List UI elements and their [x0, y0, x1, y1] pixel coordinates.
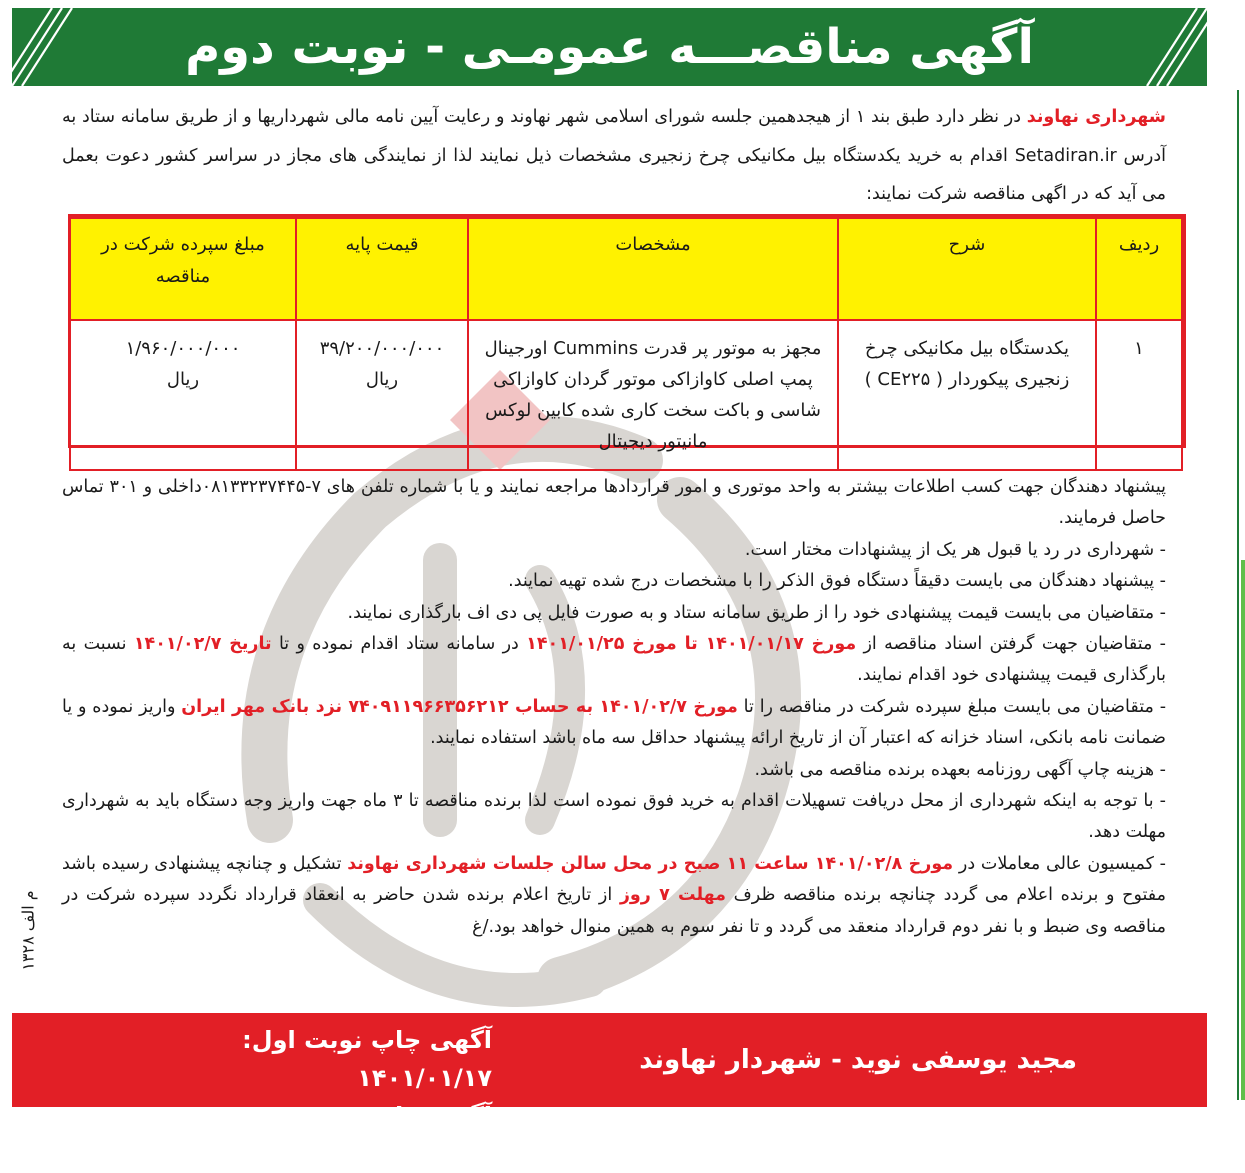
- deposit-value: ۱/۹۶۰/۰۰۰/۰۰۰: [125, 338, 241, 359]
- base-price-unit: ریال: [365, 369, 399, 390]
- condition-item: - با توجه به اینکه شهرداری از محل دریافت تسهیلات اقدام به خرید فوق نموده است لذا برنده مناقصه تا ۳ ماه جهت واریز وجه دستگاه باید به شهرداری مهلت دهد.: [62, 791, 1166, 843]
- base-price-value: ۳۹/۲۰۰/۰۰۰/۰۰۰: [319, 338, 445, 359]
- cell-index: ۱: [1096, 320, 1182, 470]
- col-header-deposit: مبلغ سپرده شرکت در مناقصه: [70, 218, 296, 320]
- condition-item: [62, 629, 1166, 692]
- tender-table: [68, 214, 1186, 452]
- green-edge-accent: [1237, 90, 1245, 1100]
- first-print-date: آگهی چاپ نوبت اول: ۱۴۰۱/۰۱/۱۷: [242, 1026, 492, 1092]
- highlight-commission: مورخ ۱۴۰۱/۰۲/۸ ساعت ۱۱ صبح در محل سالن جلسات شهرداری نهاوند: [347, 853, 954, 874]
- cell-deposit: [70, 320, 296, 470]
- condition-item: - شهرداری در رد یا قبول هر یک از پیشنهادات مختار است.: [744, 539, 1166, 560]
- condition-item: - هزینه چاپ آگهی روزنامه بعهده برنده مناقصه می باشد.: [754, 759, 1166, 780]
- ad-header: [12, 8, 1207, 86]
- cell-base-price: [296, 320, 468, 470]
- highlight-deadline-days: مهلت ۷ روز: [619, 885, 726, 906]
- cell-desc: یکدستگاه بیل مکانیکی چرخ زنجیری پیکوردار ( CE۲۲۵ ): [838, 320, 1096, 470]
- ad-code: [14, 860, 42, 1000]
- text-fragment: نسبت به بارگذاری قیمت پیشنهادی خود اقدام نمایند.: [62, 634, 1166, 686]
- highlight-dates: مورخ ۱۴۰۱/۰۱/۱۷ تا مورخ ۱۴۰۱/۰۱/۲۵: [526, 634, 857, 655]
- condition-item: [62, 849, 1166, 943]
- col-header-index: ردیف: [1096, 218, 1182, 320]
- second-print-date: آگهی چاپ نوبت دوم: ۱۴۰۱/۰۱/۲۵: [241, 1102, 492, 1168]
- ad-title: آگهی مناقصـــه عمومـی - نوبت دوم: [185, 19, 1034, 75]
- condition-item: - متقاضیان می بایست قیمت پیشنهادی خود را از طریق سامانه ستاد و به صورت فایل پی دی اف بارگذاری نمایند.: [347, 602, 1166, 623]
- col-header-desc: شرح: [838, 218, 1096, 320]
- text-fragment: تشکیل و چنانچه پیشنهادی رسیده باشد مفتوح و برنده اعلام می گردد چنانچه برنده مناقصه ظرف: [62, 853, 1166, 906]
- text-fragment: - کمیسیون عالی معاملات در: [953, 853, 1166, 874]
- highlight-deadline: تاریخ ۱۴۰۱/۰۲/۷: [133, 634, 272, 655]
- condition-item: - پیشنهاد دهندگان می بایست دقیقاً دستگاه فوق الذکر را با مشخصات درج شده تهیه نمایند.: [508, 571, 1166, 592]
- text-fragment: واریز نموده و یا ضمانت نامه بانکی، اسناد خزانه که اعتبار آن از تاریخ ارائه پیشنهاد حداقل سه ماه باشد استفاده نمایند.: [62, 696, 1166, 749]
- text-fragment: - متقاضیان می بایست مبلغ سپرده شرکت در مناقصه را تا: [737, 696, 1167, 717]
- text-fragment: از تاریخ اعلام برنده شدن حاضر به انعقاد قرارداد نگردد سپرده شرکت در مناقصه وی ضبط و با نفر دوم قرارداد منعقد می گردد و تا نفر سوم به همین منوال خواهد بود./غ: [62, 885, 1166, 937]
- publication-dates: [132, 1021, 492, 1173]
- condition-item: [62, 692, 1166, 755]
- org-name: شهرداری نهاوند: [1026, 107, 1166, 127]
- conditions-text: [62, 472, 1166, 943]
- ad-footer: [12, 1013, 1207, 1168]
- cell-spec: مجهز به موتور پر قدرت Cummins اورجینال پمپ اصلی کاوازاکی موتور گردان کاوازاکی شاسی و باکت سخت کاری شده کابین لوکس مانیتور دیجیتال: [468, 320, 838, 470]
- table-header-row: [70, 218, 1182, 320]
- col-header-spec: مشخصات: [468, 218, 838, 320]
- intro-body: در نظر دارد طبق بند ۱ از هیجدهمین جلسه شورای اسلامی شهر نهاوند و رعایت آیین نامه مالی شهرداریها و از طریق سامانه ستاد به آدرس Setadiran.ir اقدام به خرید یکدستگاه بیل مکانیکی چرخ زنجیری مشخصات ذیل نمایند لذا از نمایندگی های مجاز در سراسر کشور دعوت بعمل می آید که در اگهی مناقصه شرکت نمایند:: [62, 107, 1166, 204]
- intro-text: [62, 98, 1166, 214]
- ad-code-text: م الف ۱۳۲۸: [18, 889, 38, 971]
- highlight-account: مورخ ۱۴۰۱/۰۲/۷ به حساب ۷۴۰۹۱۱۹۶۶۳۵۶۲۱۲ نزد بانک مهر ایران: [181, 696, 738, 717]
- mayor-signature: مجید یوسفی نوید - شهردار نهاوند: [639, 1045, 1077, 1075]
- text-fragment: در سامانه ستاد اقدام نموده و تا: [271, 634, 527, 655]
- table-row: [70, 320, 1182, 470]
- text-fragment: - متقاضیان جهت گرفتن اسناد مناقصه از: [856, 634, 1166, 655]
- col-header-base-price: قیمت پایه: [296, 218, 468, 320]
- contact-paragraph: پیشنهاد دهندگان جهت کسب اطلاعات بیشتر به واحد موتوری و امور قراردادها مراجعه نمایند و یا با شماره تلفن های ۷-۰۸۱۳۳۲۳۷۴۴۵داخلی و ۳۰۱ تماس حاصل فرمایند.: [62, 477, 1167, 529]
- deposit-unit: ریال: [166, 369, 200, 390]
